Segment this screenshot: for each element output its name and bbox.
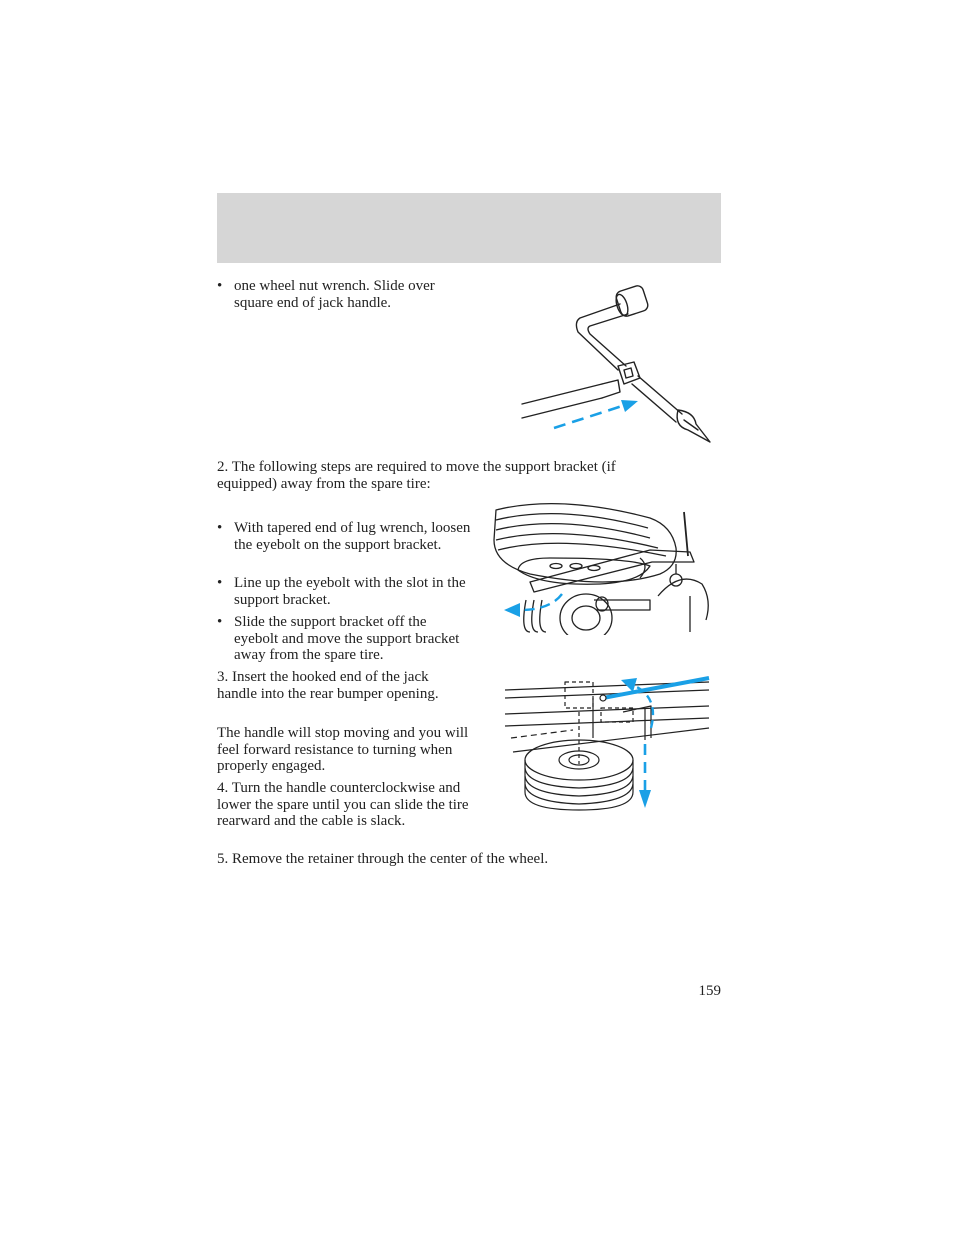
list-item-slide-bracket bbox=[217, 614, 472, 664]
bullet-dot: • bbox=[217, 520, 223, 536]
list-item-text: Line up the eyebolt with the slot in the support bracket. bbox=[234, 575, 466, 608]
step-3-note-text: The handle will stop moving and you will feel forward resistance to turning when properly engaged. bbox=[217, 725, 469, 774]
list-item-text: Slide the support bracket off the eyebolt and move the support bracket away from the spare tire. bbox=[234, 614, 460, 663]
list-item-loosen-eyebolt bbox=[217, 520, 472, 553]
page-number: 159 bbox=[698, 983, 721, 999]
step-2-text: 2. The following steps are required to move the support bracket (if equipped) away from the spare tire: bbox=[217, 459, 616, 492]
spare-tire-lowering-icon bbox=[503, 668, 715, 814]
step-4-text: 4. Turn the handle counterclockwise and lower the spare until you can slide the tire rearward and the cable is slack. bbox=[217, 780, 469, 829]
bullet-dot: • bbox=[217, 575, 223, 591]
list-item-text: one wheel nut wrench. Slide over square end of jack handle. bbox=[234, 278, 435, 311]
bullet-dot: • bbox=[217, 278, 223, 294]
list-item-line-up-eyebolt bbox=[217, 575, 472, 608]
list-item-wheel-nut-wrench bbox=[217, 278, 477, 311]
lug-wrench-icon bbox=[518, 280, 718, 450]
step-3-text: 3. Insert the hooked end of the jack handle into the rear bumper opening. bbox=[217, 669, 439, 702]
step-5-text: 5. Remove the retainer through the center of the wheel. bbox=[217, 851, 549, 867]
spare-tire-bracket-icon bbox=[490, 500, 716, 635]
bullet-dot: • bbox=[217, 614, 223, 630]
list-item-text: With tapered end of lug wrench, loosen the eyebolt on the support bracket. bbox=[234, 520, 471, 553]
section-header-band bbox=[217, 193, 721, 263]
